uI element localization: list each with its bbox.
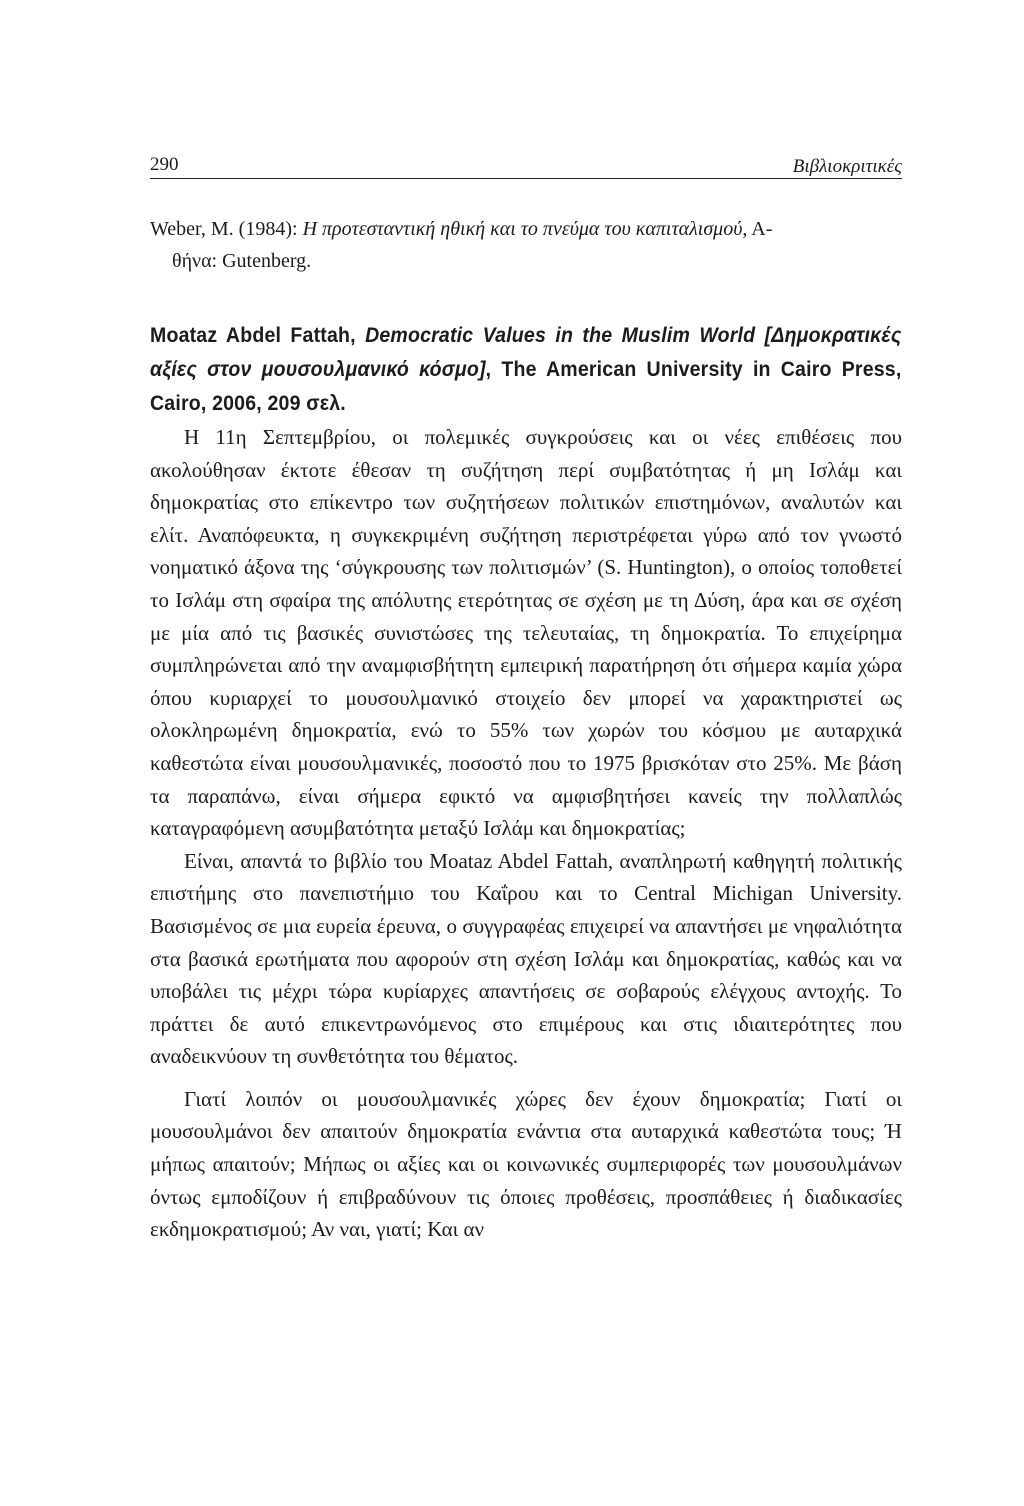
- running-header: [150, 148, 902, 179]
- reference-place-end: θήνα: Gutenberg.: [172, 250, 312, 272]
- review-heading: [150, 319, 901, 421]
- page-number: 290: [150, 154, 179, 175]
- paragraph: Γιατί λοιπόν οι μουσουλμανικές χώρες δεν έχουν δημοκρατία; Γιατί οι μουσουλμάνοι δεν απαιτούν δημοκρατία ενάντια στα αυταρχικά καθεστώτα τους; Ή μήπως απαιτούν; Μήπως οι αξίες και οι κοινωνικές συμπεριφορές των μουσουλμάνων όντως εμποδίζουν ή επιβραδύνουν τις όποιες προθέσεις, προσπάθειες ή διαδικασίες εκδημοκρατισμού; Αν ναι, γιατί; Και αν: [150, 1086, 902, 1242]
- review-body: [150, 421, 902, 1246]
- review-book-title: Democratic Values in the Muslim World [Δημοκρατικές αξίες στον μουσουλμανικό κόσμο]: [150, 324, 902, 381]
- book-page: [150, 148, 902, 1246]
- reference-title: Η προτεσταντική ηθική και το πνεύμα του καπιταλισμού: [302, 218, 743, 240]
- bibliography-entry: [150, 213, 902, 277]
- paragraph: Είναι, απαντά το βιβλίο του Moataz Abdel Fattah, αναπληρωτή καθηγητή πολιτικής επιστήμης στο πανεπιστήμιο του Καΐρου και το Central Michigan University. Βασισμένος σε μια ευρεία έρευνα, ο συγγραφέας επιχειρεί να απαντήσει με νηφαλιότητα στα βασικά ερωτήματα που αφορούν στη σχέση Ισλάμ και δημοκρατίας, καθώς και να υποβάλει τις μέχρι τώρα κυρίαρχες απαντήσεις σε σοβαρούς ελέγχους αντοχής. Το πράττει δε αυτό επικεντρωνόμενος στο επιμέρους και στις ιδιαιτερότητες που αναδεικνύουν τη συνθετότητα του θέματος.: [150, 848, 902, 1069]
- review-author: Moataz Abdel Fattah,: [150, 324, 366, 347]
- reference-author-year: Weber, M. (1984):: [150, 218, 303, 240]
- paragraph: Η 11η Σεπτεμβρίου, οι πολεμικές συγκρούσεις και οι νέες επιθέσεις που ακολούθησαν έκτοτε έθεσαν τη συζήτηση περί συμβατότητας ή μη Ισλάμ και δημοκρατίας στο επίκεντρο των συζητήσεων πολιτικών επιστημόνων, αναλυτών και ελίτ. Αναπόφευκτα, η συγκεκριμένη συζήτηση περιστρέφεται γύρω από τον γνωστό νοηματικό άξονα της ‘σύγκρουσης των πολιτισμών’ (S. Huntington), ο οποίος τοποθετεί το Ισλάμ στη σφαίρα της απόλυτης ετερότητας σε σχέση με τη Δύση, άρα και σε σχέση με μία από τις βασικές συνιστώσες της τελευταίας, τη δημοκρατία. Το επιχείρημα συμπληρώνεται από την αναμφισβήτητη εμπειρική παρατήρηση ότι σήμερα καμία χώρα όπου κυριαρχεί το μουσουλμανικό στοιχείο δεν μπορεί να χαρακτηριστεί ως ολοκληρωμένη δημοκρατία, ενώ το 55% των χωρών του κόσμου με αυταρχικά καθεστώτα είναι μουσουλμανικές, ποσοστό που το 1975 βρισκόταν στο 25%. Με βάση τα παραπάνω, είναι σήμερα εφικτό να αμφισβητήσει κανείς την πολλαπλώς καταγραφόμενη ασυμβατότητα μεταξύ Ισλάμ και δημοκρατίας;: [150, 425, 902, 841]
- reference-place-start: , Α-: [742, 218, 773, 240]
- section-title: Βιβλιοκριτικές: [792, 156, 902, 177]
- review-publication: , The American University in Cairo Press, Cairo, 2006, 209 σελ.: [150, 358, 902, 415]
